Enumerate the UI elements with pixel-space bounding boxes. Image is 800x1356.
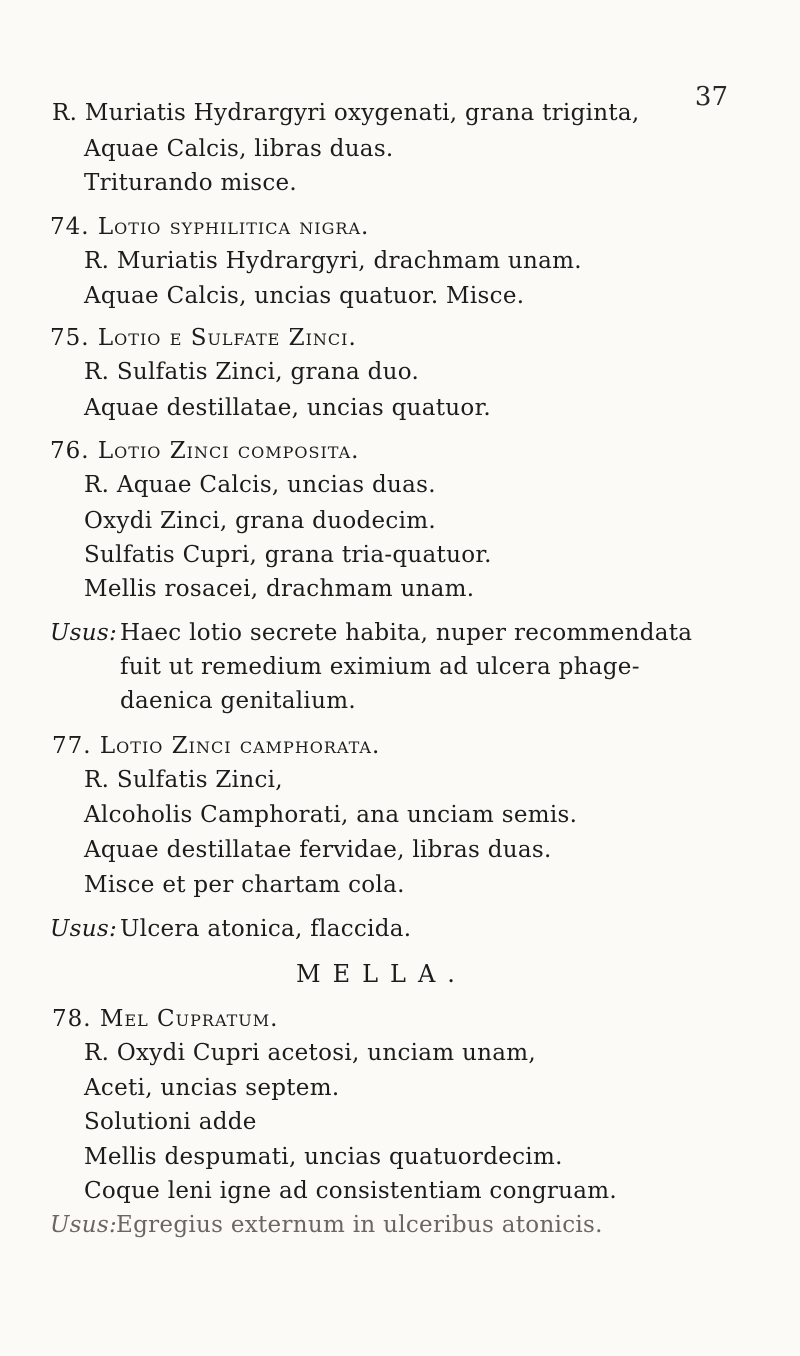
- text-line: Alcoholis Camphorati, ana unciam semis.: [84, 802, 578, 828]
- page-number: 37: [694, 82, 728, 112]
- section-heading: 78. Mel Cupratum.: [52, 1006, 279, 1032]
- text-line: R. Sulfatis Zinci, grana duo.: [84, 359, 420, 385]
- text-line: Triturando misce.: [84, 170, 298, 196]
- text-line: R. Sulfatis Zinci,: [84, 767, 283, 793]
- section-heading: 74. Lotio syphilitica nigra.: [50, 214, 370, 240]
- section-heading: 75. Lotio e Sulfate Zinci.: [50, 325, 357, 351]
- text-line: Aquae destillatae, uncias quatuor.: [84, 395, 491, 421]
- text-line: Haec lotio secrete habita, nuper recommendata: [120, 620, 693, 646]
- text-line: Aquae Calcis, uncias quatuor. Misce.: [84, 283, 525, 309]
- text-line: Sulfatis Cupri, grana tria-quatuor.: [84, 542, 492, 568]
- usus-label: Usus:: [50, 620, 118, 646]
- text-line: Misce et per chartam cola.: [84, 872, 405, 898]
- usus-label: Usus:: [50, 1212, 118, 1238]
- text-line: Solutioni adde: [84, 1109, 257, 1135]
- text-line: Mellis rosacei, drachmam unam.: [84, 576, 475, 602]
- text-line: fuit ut remedium eximium ad ulcera phage-: [120, 654, 640, 680]
- section-title-mella: MELLA.: [296, 960, 467, 988]
- text-line: R. Oxydi Cupri acetosi, unciam unam,: [84, 1040, 536, 1066]
- text-line: Oxydi Zinci, grana duodecim.: [84, 508, 436, 534]
- text-line: Ulcera atonica, flaccida.: [120, 916, 412, 942]
- text-line: Aquae destillatae fervidae, libras duas.: [84, 837, 552, 863]
- text-line: Mellis despumati, uncias quatuordecim.: [84, 1144, 563, 1170]
- section-heading: 76. Lotio Zinci composita.: [50, 438, 360, 464]
- text-line: daenica genitalium.: [120, 688, 356, 714]
- section-heading: 77. Lotio Zinci camphorata.: [52, 733, 381, 759]
- text-line: Aquae Calcis, libras duas.: [84, 136, 394, 162]
- text-line: Coque leni igne ad consistentiam congruam.: [84, 1178, 618, 1204]
- text-line: Egregius externum in ulceribus atonicis.: [116, 1212, 603, 1238]
- text-line: R. Muriatis Hydrargyri oxygenati, grana triginta,: [52, 100, 640, 126]
- text-line: Aceti, uncias septem.: [84, 1075, 340, 1101]
- text-line: R. Aquae Calcis, uncias duas.: [84, 472, 436, 498]
- usus-label: Usus:: [50, 916, 118, 942]
- text-line: R. Muriatis Hydrargyri, drachmam unam.: [84, 248, 582, 274]
